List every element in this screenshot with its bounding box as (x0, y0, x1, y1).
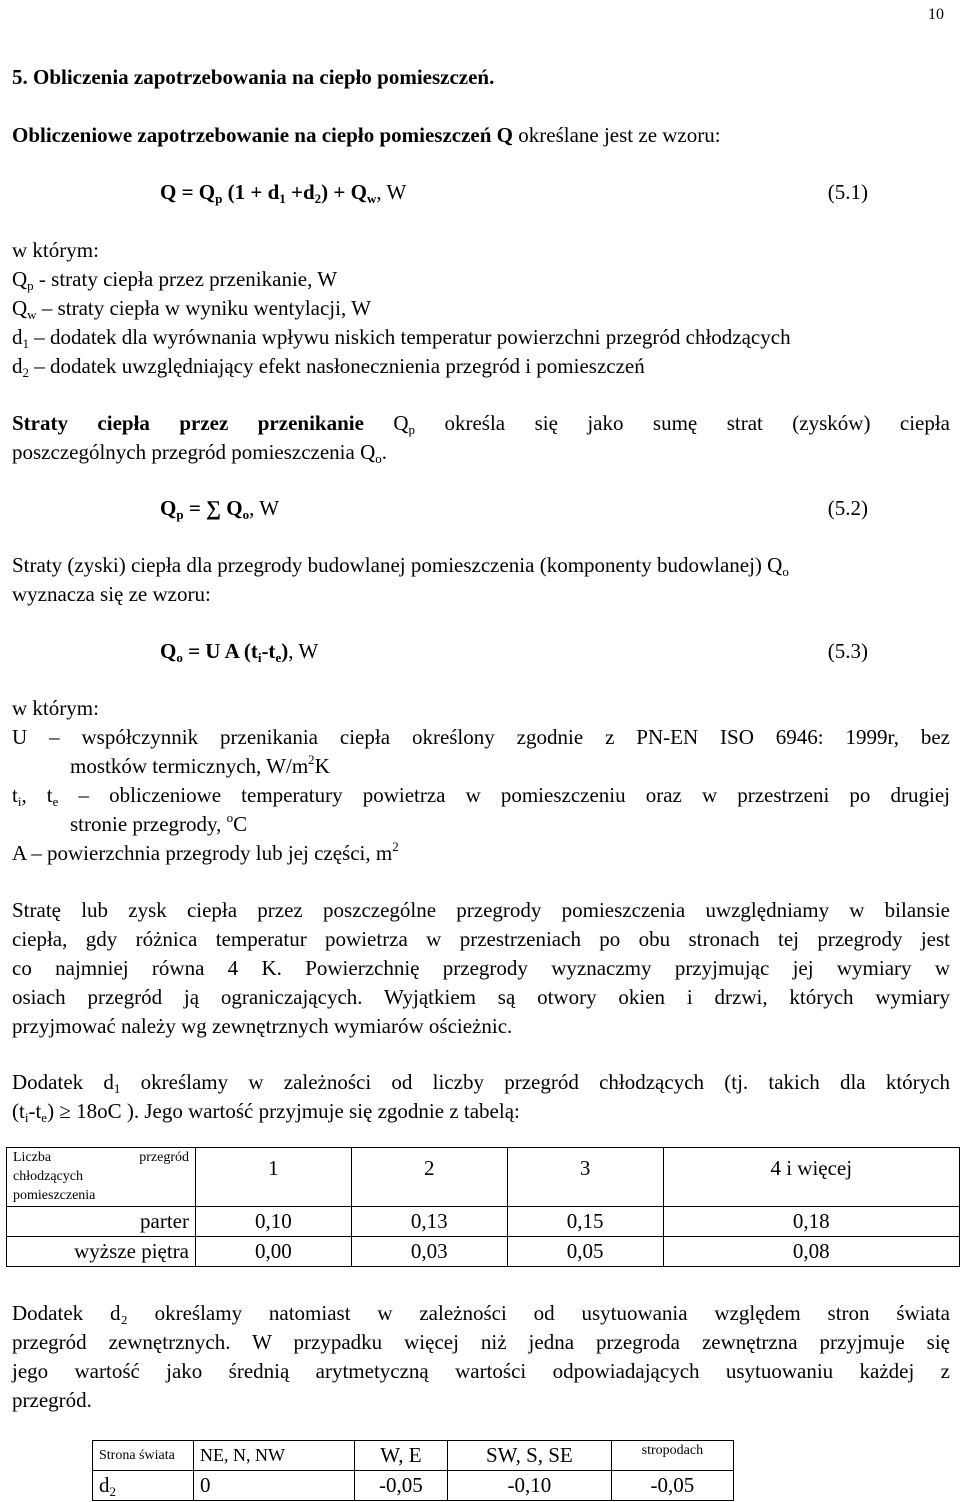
table-d2-cell: -0,05 (611, 1471, 733, 1501)
table-d1-col-1: 1 (196, 1148, 352, 1207)
def-u-line-2: mostków termicznych, $W/m^2K$ (70, 752, 330, 778)
table-d2-cell: -0,05 (354, 1471, 447, 1501)
zyski-line-1-text: Straty (zyski) ciepła dla przegrody budowlanej pomieszczenia (komponenty budowlanej) Q (12, 553, 783, 577)
table-d2-cell: -0,10 (448, 1471, 612, 1501)
table-d2-cell: 0 (194, 1471, 355, 1501)
def-qp: $Q_p$ - straty ciepła przez przenikanie, W (12, 267, 338, 293)
def-t-line-2-text: stronie przegrody, (70, 812, 227, 836)
table-d1-row-label: parter (7, 1207, 196, 1237)
d1-line-1a: Dodatek d (12, 1070, 114, 1094)
def-d1: $d_1$ – dodatek dla wyrównania wpływu niskich temperatur powierzchni przegród chłodzących (12, 325, 791, 351)
table-d2-header-row (93, 1441, 734, 1471)
table-d1-header-label (7, 1148, 196, 1207)
eq2-unit: , W (249, 496, 280, 520)
zyski-line-1: Straty (zyski) ciepła dla przegrody budowlanej pomieszczenia (komponenty budowlanej) $Q_o$ (12, 553, 789, 579)
straty-line-1: Straty ciepła przez przenikanie $Q_p$ określa się jako sumę strat (zysków) ciepła (12, 411, 951, 437)
d2-line-2: przegród zewnętrznych. W przypadku więcej niż jedna przegroda zewnętrzna przyjmuje się (12, 1330, 950, 1354)
def-d2: $d_2$ – dodatek uwzględniający efekt nasłonecznienia przegród i pomieszczeń (12, 354, 645, 380)
d2-line-1: Dodatek d₂ określamy natomiast w zależności od usytuowania względem stron świata (12, 1301, 950, 1325)
def-t-line-1-text: – obliczeniowe temperatury powietrza w pomieszczeniu oraz w przestrzeni po drugiej (58, 783, 950, 807)
def-a-text: A – powierzchnia przegrody lub jej części, m (12, 841, 393, 865)
table-d1-header-row (7, 1148, 960, 1207)
equation-5-1: $Q = Q_p$ $(1 + d_1 +d_2) + Q_w$, W (160, 180, 407, 206)
def-u-line-1: U – współczynnik przenikania ciepła określony zgodnie z PN-EN ISO 6946: 1999r, bez (12, 725, 950, 749)
table-d1-cell: 0,08 (663, 1237, 959, 1267)
header-label-2: przegród (139, 1150, 189, 1165)
def-d1-text: – dodatek dla wyrównania wpływu niskich temperatur powierzchni przegród chłodzących (29, 325, 791, 349)
strata-line-1: Stratę lub zysk ciepła przez poszczególne przegrody pomieszczenia uwzględniamy w bilansie (12, 898, 950, 922)
equation-5-2: $Q_p$ = ∑ $Q_o$, W (160, 496, 280, 522)
strata-line-3: co najmniej równa 4 K. Powierzchnię przegrody wyznaczmy przyjmując jej wymiary w (12, 956, 950, 980)
d1-line-1: Dodatek $d_1$ określamy w zależności od liczby przegród chłodzących (tj. takich dla których (12, 1070, 950, 1096)
intro-rest: określane jest ze wzoru: (513, 123, 721, 147)
d1-line-1b: określamy w zależności od liczby przegród chłodzących (tj. takich dla których (120, 1070, 950, 1094)
strata-line-4: osiach przegród ją ograniczających. Wyjątkiem są otwory okien i drzwi, których wymiary (12, 985, 950, 1009)
table-d1-cell: 0,10 (196, 1207, 352, 1237)
table-d2-row-label-text: d (99, 1473, 110, 1497)
header-label-4: pomieszczenia (13, 1188, 96, 1203)
straty-line-2: poszczególnych przegród pomieszczenia $Q_o$. (12, 440, 388, 466)
table-row (7, 1207, 960, 1237)
table-d1-col-2: 2 (351, 1148, 507, 1207)
intro-line (12, 121, 950, 150)
table-d2-header-cell: NE, N, NW (194, 1441, 355, 1471)
equation-5-3: $Q_o = U$ A $(t_i-t_e)$, W (160, 639, 319, 665)
equation-number-5-3: (5.3) (827, 639, 868, 663)
table-row (7, 1237, 960, 1267)
table-d1-cell: 0,15 (507, 1207, 663, 1237)
def-a: A – powierzchnia przegrody lub jej części, $m^2$ (12, 839, 399, 865)
table-d1-row-label: wyższe piętra (7, 1237, 196, 1267)
table-d1-cell: 0,00 (196, 1237, 352, 1267)
table-d2-header-cell: Strona świata (93, 1441, 194, 1471)
where-label-1: w którym: (12, 238, 99, 262)
table-d2-header-cell: SW, S, SE (448, 1441, 612, 1471)
section-heading: 5. Obliczenia zapotrzebowania na ciepło pomieszczeń. (12, 65, 495, 89)
table-row (93, 1471, 734, 1501)
intro-bold: Obliczeniowe zapotrzebowanie na ciepło pomieszczeń Q (12, 123, 513, 147)
table-d2-header-cell: stropodach (611, 1441, 733, 1471)
def-qw-text: – straty ciepła w wyniku wentylacji, W (36, 296, 371, 320)
table-d1-cell: 0,03 (351, 1237, 507, 1267)
def-u-line-2-text: mostków termicznych, W/m (70, 754, 309, 778)
d1-line-2: $(t_i-t_e) \ge 18oC$ ). Jego wartość przyjmuje się zgodnie z tabelą: (12, 1099, 520, 1125)
strata-line-2: ciepła, gdy różnica temperatur powietrza w przestrzeniach po obu stronach tej przegrody jest (12, 927, 950, 951)
table-d1-cell: 0,05 (507, 1237, 663, 1267)
straty-bold: Straty ciepła przez przenikanie (12, 411, 364, 435)
table-d2-header-cell: W, E (354, 1441, 447, 1471)
strata-line-5: przyjmować należy wg zewnętrznych wymiarów ościeżnic. (12, 1014, 513, 1038)
header-label-3: chłodzących (13, 1169, 83, 1184)
header-label-1: Liczba (13, 1150, 52, 1165)
table-d1-cell: 0,18 (663, 1207, 959, 1237)
zyski-line-2: wyznacza się ze wzoru: (12, 582, 211, 606)
straty-rest: określa się jako sumę strat (zysków) ciepła (415, 411, 951, 435)
def-qp-text: - straty ciepła przez przenikanie, W (33, 267, 338, 291)
equation-number-5-2: (5.2) (827, 496, 868, 520)
where-label-2: w którym: (12, 696, 99, 720)
def-d2-text: – dodatek uwzględniający efekt nasłonecznienia przegród i pomieszczeń (29, 354, 645, 378)
table-d1-col-4: 4 i więcej (663, 1148, 959, 1207)
table-d1-col-3: 3 (507, 1148, 663, 1207)
straty-line-2-text: poszczególnych przegród pomieszczenia Q (12, 440, 376, 464)
d2-line-4: przegród. (12, 1388, 92, 1412)
page-number: 10 (928, 6, 944, 23)
table-d2-row-label: $d_2$ (93, 1471, 194, 1501)
d1-line-2b: ) ≥ 18oC ). Jego wartość przyjmuje się zgodnie z tabelą: (47, 1099, 520, 1123)
d2-line-3: jego wartość jako średnią arytmetyczną wartości odpowiadających usytuowaniu każdej z (12, 1359, 950, 1383)
equation-number-5-1: (5.1) (827, 180, 868, 204)
table-d2 (92, 1440, 734, 1501)
table-d1-cell: 0,13 (351, 1207, 507, 1237)
def-t-line-2: stronie przegrody, $^o$C (70, 810, 248, 836)
def-t-line-1: $t_i$, $t_e$ – obliczeniowe temperatury powietrza w pomieszczeniu oraz w przestrzeni po drugiej (12, 783, 950, 809)
def-qw: $Q_w$ – straty ciepła w wyniku wentylacji, W (12, 296, 371, 322)
table-d1 (6, 1147, 960, 1267)
